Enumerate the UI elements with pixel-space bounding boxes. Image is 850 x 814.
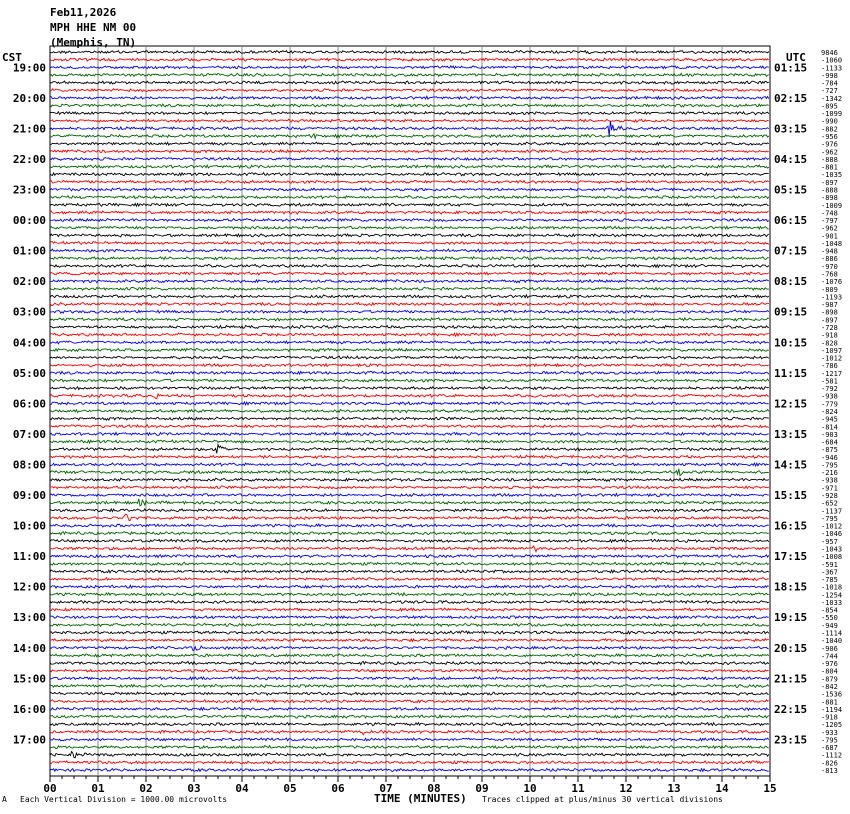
trace-mean-label: -1012 (821, 354, 843, 363)
trace-mean-label: -1137 (821, 507, 843, 516)
trace-mean-label: -1536 (821, 690, 843, 699)
seismic-trace-16 (50, 173, 769, 176)
seismic-trace-44 (50, 387, 769, 390)
right-hour-label: 16:15 (774, 519, 808, 533)
left-hour-label: 02:00 (12, 275, 46, 289)
station-location: (Memphis, TN) (50, 36, 137, 49)
seismic-trace-47 (50, 410, 769, 413)
left-hour-label: 21:00 (12, 122, 46, 136)
seismic-trace-81 (50, 669, 769, 672)
seismic-trace-9 (50, 119, 769, 122)
trace-mean-label: -784 (821, 79, 838, 88)
trace-mean-label: -998 (821, 71, 838, 80)
trace-mean-label: -895 (821, 102, 838, 111)
seismic-trace-56 (50, 478, 769, 481)
trace-mean-label: -918 (821, 713, 838, 722)
seismic-trace-86 (50, 707, 769, 710)
left-hour-label: 20:00 (12, 91, 46, 105)
seismic-trace-37 (50, 333, 769, 336)
seismic-trace-6 (50, 96, 769, 99)
seismic-trace-54 (50, 463, 769, 466)
trace-mean-label: -898 (821, 308, 838, 317)
right-hour-label: 15:15 (774, 489, 808, 503)
trace-mean-label: -854 (821, 606, 838, 615)
seismic-trace-17 (50, 180, 769, 183)
seismic-trace-32 (50, 295, 769, 298)
x-tick-label: 04 (235, 782, 249, 795)
plot-date: Feb11,2026 (50, 6, 117, 19)
trace-mean-label: -933 (821, 728, 838, 737)
left-timezone-label: CST (2, 51, 22, 64)
x-tick-label: 13 (667, 782, 681, 795)
trace-mean-label: -1008 (821, 553, 843, 562)
trace-mean-label: -792 (821, 385, 838, 394)
seismic-trace-23 (50, 226, 769, 229)
right-hour-label: 09:15 (774, 305, 808, 319)
seismic-trace-18 (50, 188, 769, 191)
trace-mean-label: -956 (821, 133, 838, 142)
trace-mean-label: -886 (821, 255, 838, 264)
seismic-trace-83 (50, 684, 769, 687)
trace-mean-label: -842 (821, 682, 838, 691)
seismic-trace-4 (50, 81, 769, 84)
seismic-trace-50 (50, 432, 769, 435)
trace-mean-label: -768 (821, 270, 838, 279)
trace-mean-label: -727 (821, 87, 838, 96)
x-tick-label: 12 (619, 782, 633, 795)
left-hour-label: 09:00 (12, 489, 46, 503)
trace-mean-label: -1048 (821, 239, 843, 248)
seismic-trace-24 (50, 234, 769, 237)
left-hour-label: 11:00 (12, 550, 46, 564)
seismic-trace-49 (50, 425, 769, 428)
trace-mean-label: -897 (821, 178, 838, 187)
seismic-trace-19 (50, 196, 769, 199)
x-tick-label: 08 (427, 782, 441, 795)
seismic-trace-42 (50, 371, 769, 374)
seismic-trace-73 (50, 608, 769, 611)
trace-mean-label: -888 (821, 186, 838, 195)
left-hour-label: 14:00 (12, 641, 46, 655)
seismic-trace-41 (50, 364, 769, 367)
trace-mean-label: -1076 (821, 278, 843, 287)
seismic-trace-29 (50, 272, 769, 275)
footer-mark: A (2, 795, 7, 804)
trace-mean-label: -1040 (821, 637, 843, 646)
seismic-trace-89 (50, 730, 769, 734)
seismic-trace-63 (50, 532, 769, 535)
seismic-trace-62 (50, 524, 769, 527)
trace-mean-label: -795 (821, 514, 838, 523)
seismic-trace-55 (50, 469, 769, 476)
seismic-trace-39 (50, 348, 769, 351)
trace-mean-label: -795 (821, 736, 838, 745)
right-hour-label: 18:15 (774, 580, 808, 594)
seismic-trace-92 (50, 752, 769, 758)
trace-mean-label: -948 (821, 247, 838, 256)
seismic-trace-84 (50, 692, 769, 695)
seismic-trace-53 (50, 455, 769, 458)
seismic-trace-11 (50, 134, 769, 139)
right-hour-label: 13:15 (774, 427, 808, 441)
seismic-trace-8 (50, 112, 769, 115)
right-hour-label: 14:15 (774, 458, 808, 472)
trace-mean-label: -962 (821, 224, 838, 233)
trace-mean-label: -1112 (821, 751, 843, 760)
seismic-trace-10 (50, 121, 769, 137)
trace-mean-label: -1033 (821, 598, 843, 607)
seismic-trace-14 (50, 157, 769, 160)
trace-mean-label: -748 (821, 209, 838, 218)
seismic-trace-33 (50, 303, 769, 306)
seismic-trace-46 (50, 402, 769, 405)
trace-mean-label: -879 (821, 675, 838, 684)
seismic-trace-43 (50, 379, 769, 382)
trace-mean-label: -1009 (821, 201, 843, 210)
seismic-trace-91 (50, 746, 769, 749)
right-hour-label: 07:15 (774, 244, 808, 258)
seismic-trace-52 (50, 445, 769, 454)
seismic-trace-77 (50, 639, 769, 642)
seismic-trace-5 (50, 89, 769, 92)
station-code: MPH HHE NM 00 (50, 21, 137, 34)
seismic-trace-36 (50, 326, 769, 329)
trace-mean-label: -898 (821, 194, 838, 203)
seismic-trace-58 (50, 494, 769, 497)
trace-mean-label: -1046 (821, 530, 843, 539)
trace-mean-label: -957 (821, 537, 838, 546)
left-hour-label: 04:00 (12, 336, 46, 350)
trace-mean-label: -949 (821, 621, 838, 630)
trace-mean-label: -945 (821, 415, 838, 424)
seismic-trace-70 (50, 585, 769, 588)
x-tick-label: 02 (139, 782, 153, 795)
trace-mean-label: -1342 (821, 94, 843, 103)
trace-mean-label: -550 (821, 614, 838, 623)
x-axis-title: TIME (MINUTES) (374, 792, 467, 805)
right-hour-label: 03:15 (774, 122, 808, 136)
trace-mean-label: -882 (821, 125, 838, 134)
x-tick-label: 15 (763, 782, 777, 795)
left-hour-label: 08:00 (12, 458, 46, 472)
seismic-trace-60 (50, 509, 769, 512)
left-hour-label: 05:00 (12, 366, 46, 380)
seismic-trace-51 (50, 440, 769, 443)
seismic-trace-79 (50, 654, 769, 657)
trace-mean-label: -728 (821, 323, 838, 332)
trace-mean-label: -1193 (821, 293, 843, 302)
left-hour-label: 10:00 (12, 519, 46, 533)
left-hour-label: 16:00 (12, 702, 46, 716)
trace-mean-label: -888 (821, 155, 838, 164)
right-hour-label: 05:15 (774, 183, 808, 197)
right-hour-label: 04:15 (774, 152, 808, 166)
left-hour-label: 01:00 (12, 244, 46, 258)
scale-note: Each Vertical Division = 1000.00 microvolts (20, 795, 228, 804)
seismic-trace-65 (50, 546, 769, 552)
seismic-trace-75 (50, 623, 769, 626)
trace-mean-label: -814 (821, 423, 838, 432)
trace-mean-label: -938 (821, 476, 838, 485)
trace-mean-label: -903 (821, 430, 838, 439)
trace-mean-label: -687 (821, 744, 838, 753)
right-hour-label: 12:15 (774, 397, 808, 411)
trace-mean-label: -918 (821, 331, 838, 340)
trace-mean-label: -652 (821, 499, 838, 508)
right-hour-label: 10:15 (774, 336, 808, 350)
clip-note: Traces clipped at plus/minus 30 vertical divisions (482, 795, 723, 804)
left-hour-label: 07:00 (12, 427, 46, 441)
trace-mean-label: -785 (821, 576, 838, 585)
trace-mean-label: -786 (821, 362, 838, 371)
trace-mean-label: -1060 (821, 56, 843, 65)
trace-mean-label: -1254 (821, 591, 843, 600)
trace-mean-label: -1012 (821, 522, 843, 531)
seismic-trace-67 (50, 562, 769, 565)
x-tick-label: 05 (283, 782, 297, 795)
right-hour-label: 01:15 (774, 61, 808, 75)
left-hour-label: 06:00 (12, 397, 46, 411)
seismic-trace-71 (50, 593, 769, 596)
trace-mean-label: -970 (821, 262, 838, 271)
right-hour-label: 21:15 (774, 672, 808, 686)
seismic-trace-78 (50, 646, 769, 650)
seismic-trace-3 (50, 73, 769, 76)
seismic-trace-64 (50, 539, 769, 542)
seismic-trace-7 (50, 104, 769, 107)
x-tick-label: 07 (379, 782, 393, 795)
seismic-trace-93 (50, 761, 769, 764)
trace-mean-label: -875 (821, 446, 838, 455)
trace-mean-label: -1114 (821, 629, 843, 638)
trace-mean-label: -1097 (821, 346, 843, 355)
seismic-trace-20 (50, 203, 769, 206)
trace-mean-label: -1035 (821, 171, 843, 180)
right-hour-label: 17:15 (774, 550, 808, 564)
left-hour-label: 13:00 (12, 611, 46, 625)
trace-mean-label: -906 (821, 644, 838, 653)
trace-mean-label: -744 (821, 652, 838, 661)
left-hour-label: 12:00 (12, 580, 46, 594)
right-hour-label: 06:15 (774, 214, 808, 228)
trace-mean-label: -901 (821, 232, 838, 241)
left-hour-label: 17:00 (12, 733, 46, 747)
right-hour-label: 11:15 (774, 366, 808, 380)
seismic-trace-45 (50, 394, 769, 399)
seismic-trace-61 (50, 514, 769, 521)
trace-mean-label: -946 (821, 453, 838, 462)
trace-mean-label: 9846 (821, 49, 838, 57)
seismic-trace-40 (50, 356, 769, 359)
trace-mean-label: -976 (821, 140, 838, 149)
trace-mean-label: -1133 (821, 64, 843, 73)
trace-mean-label: -1099 (821, 110, 843, 119)
right-hour-label: 19:15 (774, 611, 808, 625)
seismic-trace-27 (50, 257, 769, 260)
seismic-trace-87 (50, 715, 769, 718)
seismic-trace-13 (50, 150, 769, 153)
trace-mean-label: -1205 (821, 721, 843, 730)
seismic-trace-30 (50, 280, 769, 283)
seismic-trace-26 (50, 249, 769, 252)
seismic-trace-34 (50, 310, 769, 313)
trace-mean-label: -795 (821, 461, 838, 470)
trace-mean-label: -813 (821, 767, 838, 775)
seismic-trace-88 (50, 723, 769, 726)
x-tick-label: 10 (523, 782, 537, 795)
seismic-trace-15 (50, 165, 769, 168)
trace-mean-label: -824 (821, 408, 838, 416)
trace-mean-label: -962 (821, 148, 838, 157)
trace-mean-label: -581 (821, 377, 838, 386)
seismic-trace-25 (50, 241, 769, 244)
right-hour-label: 22:15 (774, 702, 808, 716)
seismic-trace-74 (50, 616, 769, 619)
left-hour-label: 00:00 (12, 214, 46, 228)
trace-mean-label: -828 (821, 339, 838, 348)
seismic-trace-0 (50, 51, 769, 54)
trace-mean-label: -976 (821, 660, 838, 669)
seismic-trace-38 (50, 341, 769, 344)
seismic-trace-72 (50, 601, 769, 604)
x-tick-label: 00 (43, 782, 57, 795)
trace-mean-label: -809 (821, 285, 838, 294)
x-tick-label: 11 (571, 782, 585, 795)
trace-mean-label: -1043 (821, 545, 843, 554)
right-hour-label: 02:15 (774, 91, 808, 105)
left-hour-label: 03:00 (12, 305, 46, 319)
seismic-trace-80 (50, 662, 769, 665)
seismic-trace-35 (50, 318, 769, 321)
seismic-trace-1 (50, 58, 769, 61)
trace-mean-label: -938 (821, 392, 838, 401)
left-hour-label: 22:00 (12, 152, 46, 166)
trace-mean-label: -684 (821, 438, 838, 447)
seismic-trace-85 (50, 700, 769, 703)
seismic-trace-90 (50, 738, 769, 741)
trace-mean-label: -797 (821, 217, 838, 226)
trace-mean-label: -990 (821, 117, 838, 126)
seismic-trace-2 (50, 66, 769, 69)
seismic-trace-21 (50, 211, 769, 214)
trace-mean-label: -826 (821, 759, 838, 768)
trace-mean-label: -881 (821, 163, 838, 172)
seismic-trace-82 (50, 677, 769, 680)
seismic-trace-59 (50, 499, 769, 506)
seismic-trace-12 (50, 142, 769, 145)
trace-mean-label: -779 (821, 400, 838, 409)
right-hour-label: 08:15 (774, 275, 808, 289)
trace-mean-label: -591 (821, 560, 838, 569)
x-tick-label: 01 (91, 782, 105, 795)
x-tick-label: 03 (187, 782, 201, 795)
seismic-trace-76 (50, 631, 769, 634)
trace-mean-label: -367 (821, 568, 838, 577)
trace-mean-label: -804 (821, 667, 838, 676)
right-hour-label: 20:15 (774, 641, 808, 655)
trace-mean-label: -1194 (821, 705, 843, 714)
left-hour-label: 23:00 (12, 183, 46, 197)
trace-mean-label: -216 (821, 469, 838, 478)
trace-mean-label: -987 (821, 301, 838, 310)
seismic-trace-22 (50, 219, 769, 222)
seismic-trace-66 (50, 555, 769, 558)
left-hour-label: 15:00 (12, 672, 46, 686)
seismic-trace-68 (50, 570, 769, 573)
x-tick-label: 09 (475, 782, 489, 795)
seismic-trace-48 (50, 417, 769, 420)
right-timezone-label: UTC (786, 51, 806, 64)
trace-mean-label: -971 (821, 484, 838, 493)
trace-mean-label: -881 (821, 698, 838, 707)
right-hour-label: 23:15 (774, 733, 808, 747)
seismic-trace-31 (50, 287, 769, 290)
trace-mean-label: -1018 (821, 583, 843, 592)
left-hour-label: 19:00 (12, 61, 46, 75)
seismic-trace-57 (50, 486, 769, 489)
x-tick-label: 06 (331, 782, 345, 795)
x-tick-label: 14 (715, 782, 729, 795)
seismic-trace-28 (50, 264, 769, 267)
trace-mean-label: -928 (821, 492, 838, 501)
seismic-trace-69 (50, 578, 769, 581)
seismic-trace-94 (50, 769, 769, 772)
trace-mean-label: -897 (821, 316, 838, 325)
trace-mean-label: -1217 (821, 369, 843, 378)
